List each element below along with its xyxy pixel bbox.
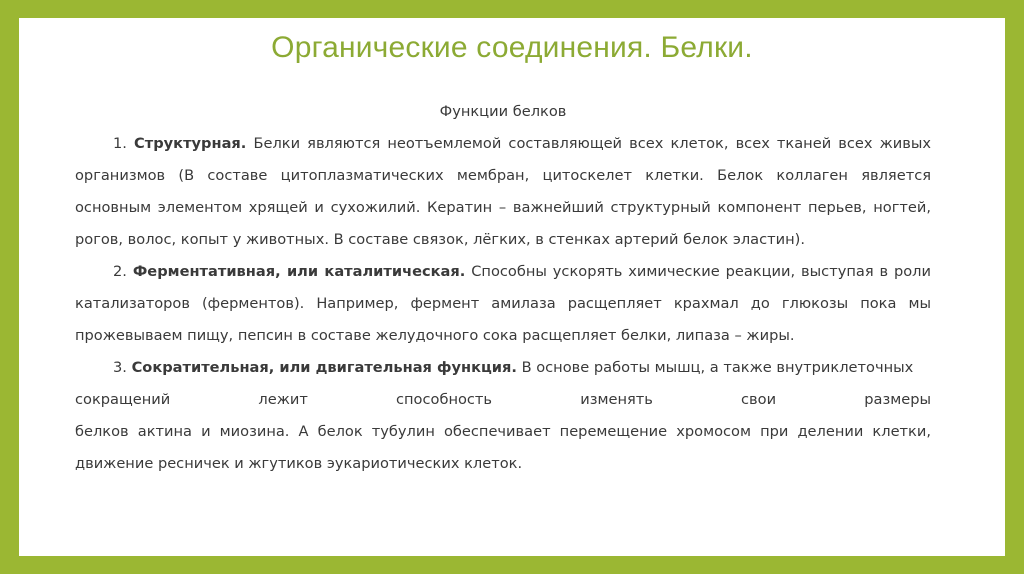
item-heading: Сократительная, или двигательная функция.	[131, 359, 517, 376]
item-text-line: сокращений лежит способность изменять свои размеры	[75, 391, 931, 408]
list-item-enzymatic	[75, 256, 931, 352]
item-text-line: белков актина и миозина. А белок тубулин обеспечивает перемещение хромосом при делении клетки, движение ресничек и жгутиков эукариотических клеток.	[75, 423, 931, 472]
item-text: Белки являются неотъемлемой составляющей всех клеток, всех тканей всех живых организмов (В составе цитоплазматических мембран, цитоскелет клетки. Белок коллаген является основным элементом хрящей и сухожилий. Кератин – важнейший структурный компонент перьев, ногтей, рогов, волос, копыт у животных. В составе связок, лёгких, в стенках артерий белок эластин).	[75, 135, 932, 248]
item-heading: Ферментативная, или каталитическая.	[132, 263, 466, 280]
list-item-structural	[75, 128, 931, 256]
item-number: 2.	[113, 263, 127, 280]
item-number: 3.	[113, 359, 127, 376]
list-item-contractile	[75, 352, 931, 384]
item-text: Способны ускорять химические реакции, выступая в роли катализаторов (ферментов). Например, фермент амилаза расщепляет крахмал до глюкозы пока мы прожевываем пищу, пепсин в составе желудочного сока расщепляет белки, липаза – жиры.	[75, 263, 931, 344]
slide-content	[75, 96, 931, 480]
subtitle: Функции белков	[439, 103, 567, 120]
item-text: В основе работы мышц, а также внутриклеточных	[521, 359, 914, 376]
item-number: 1.	[113, 135, 127, 152]
slide-title: Органические соединения. Белки.	[271, 31, 753, 64]
item-heading: Структурная.	[134, 135, 247, 152]
